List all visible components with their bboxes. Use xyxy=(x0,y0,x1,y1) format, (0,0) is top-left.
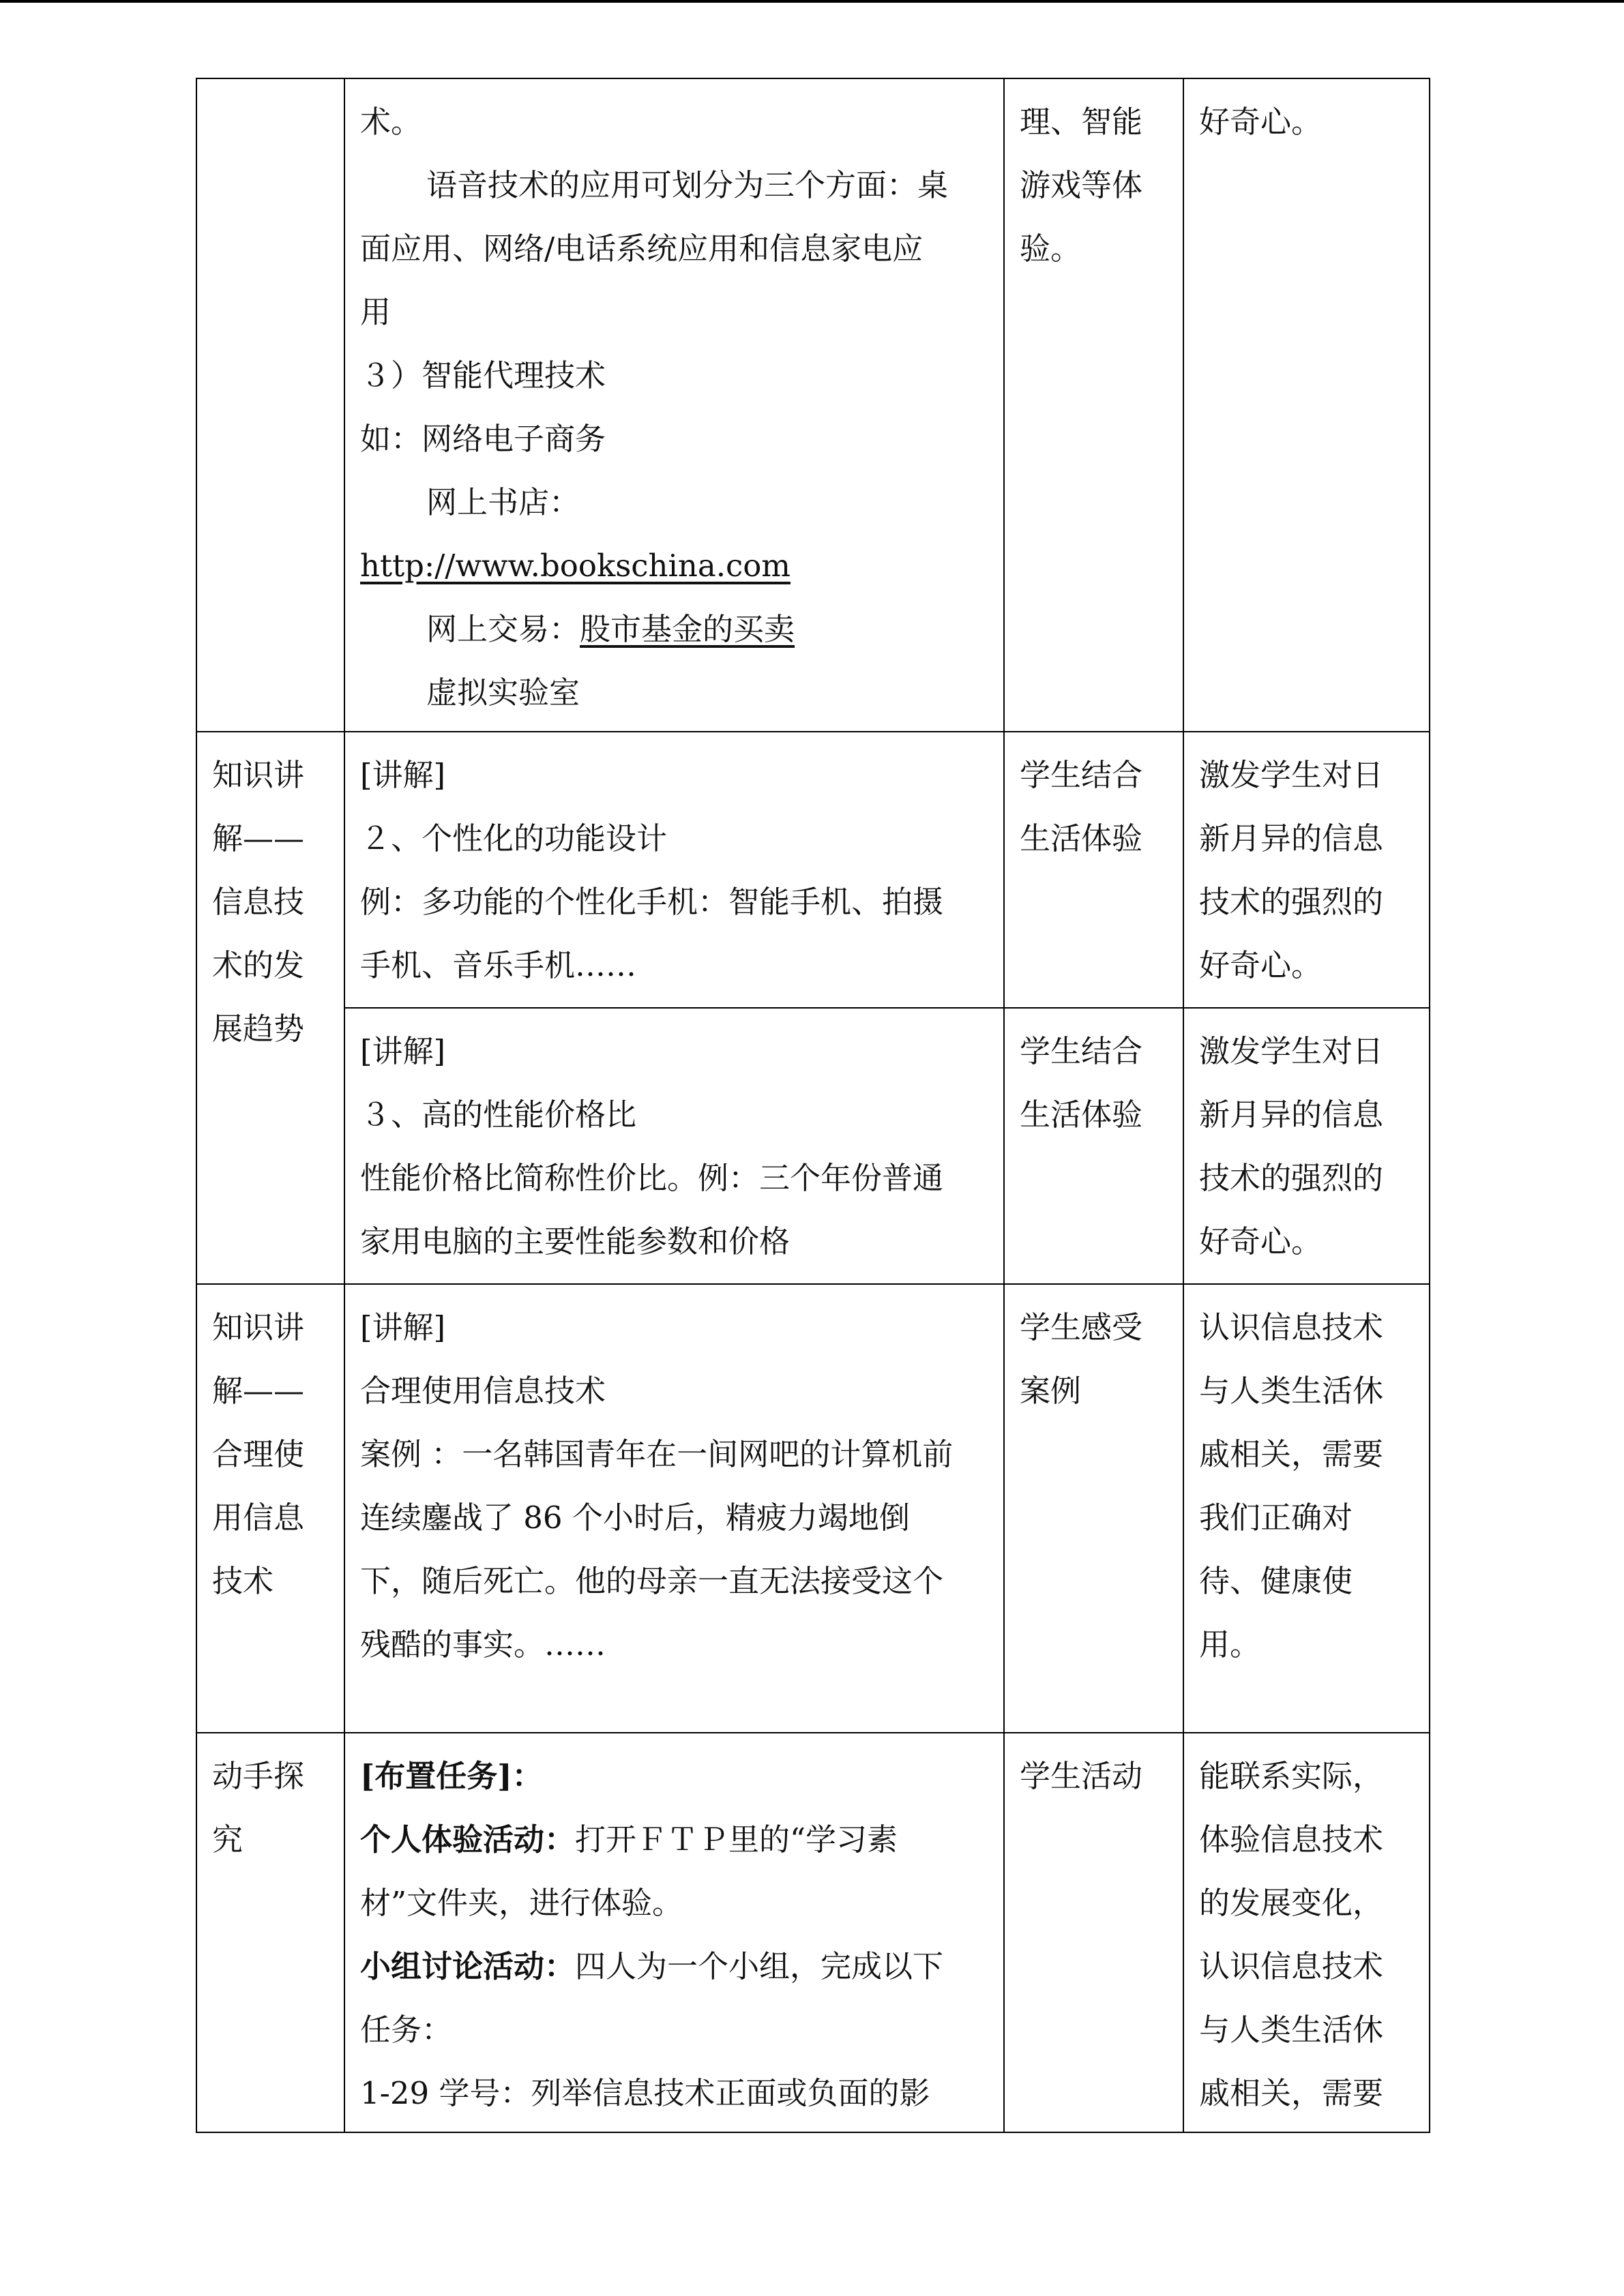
content-line: 案例 ：一名韩国青年在一间网吧的计算机前 xyxy=(360,1436,954,1472)
cell-line: 与人类生活休 xyxy=(1199,2012,1384,2048)
cell-line: 动手探 xyxy=(212,1758,305,1794)
student-activity-cell xyxy=(1004,1733,1183,2132)
content-line: 任务： xyxy=(360,2012,453,2048)
content-line: 1-29 学号：列举信息技术正面或负面的影 xyxy=(360,2075,930,2111)
student-activity-cell xyxy=(1004,78,1183,732)
student-activity-cell xyxy=(1004,1008,1183,1284)
design-intent-cell xyxy=(1183,78,1430,732)
cell-line: 技术的强烈的 xyxy=(1199,884,1384,920)
cell-line: 能联系实际， xyxy=(1199,1758,1384,1794)
section-tag: [布置任务]： xyxy=(360,1758,543,1794)
cell-line: 案例 xyxy=(1020,1373,1082,1409)
cell-line: 戚相关，需要 xyxy=(1199,1436,1384,1472)
stage-cell xyxy=(196,1284,344,1733)
cell-line: 生活体验 xyxy=(1020,1097,1143,1133)
design-intent-cell xyxy=(1183,1284,1430,1733)
cell-line: 解—— xyxy=(212,820,305,856)
top-border-line xyxy=(0,0,1624,3)
cell-line: 体验信息技术 xyxy=(1199,1821,1384,1858)
design-intent-cell xyxy=(1183,732,1430,1008)
cell-line: 新月异的信息 xyxy=(1199,820,1384,856)
content-line: 语音技术的应用可划分为三个方面：桌 xyxy=(426,167,949,203)
content-line: 残酷的事实。…… xyxy=(360,1626,606,1663)
cell-line: 验。 xyxy=(1020,230,1082,267)
content-line: 合理使用信息技术 xyxy=(360,1373,606,1409)
cell-line: 技术的强烈的 xyxy=(1199,1160,1384,1196)
content-line: 材”文件夹，进行体验。 xyxy=(360,1885,683,1921)
content-cell xyxy=(344,1733,1004,2132)
activity-label: 小组讨论活动： xyxy=(360,1948,576,1984)
content-line: 如：网络电子商务 xyxy=(360,421,606,457)
cell-line: 术的发 xyxy=(212,947,305,983)
cell-line: 好奇心。 xyxy=(1199,104,1323,140)
content-cell xyxy=(344,1284,1004,1733)
cell-line: 技术 xyxy=(212,1563,274,1599)
section-tag: [讲解] xyxy=(360,757,446,793)
student-activity-cell xyxy=(1004,732,1183,1008)
cell-line: 用。 xyxy=(1199,1626,1261,1663)
cell-line: 游戏等体 xyxy=(1020,167,1143,203)
content-line: ３、高的性能价格比 xyxy=(360,1097,637,1133)
content-line: ３）智能代理技术 xyxy=(360,357,606,393)
design-intent-cell xyxy=(1183,1733,1430,2132)
content-cell xyxy=(344,1008,1004,1284)
content-line: 术。 xyxy=(360,104,422,140)
cell-line: 的发展变化， xyxy=(1199,1885,1384,1921)
cell-line: 戚相关，需要 xyxy=(1199,2075,1384,2111)
cell-line: 待、健康使 xyxy=(1199,1563,1353,1599)
cell-line: 解—— xyxy=(212,1373,305,1409)
cell-line: 认识信息技术 xyxy=(1199,1948,1384,1984)
table-row xyxy=(196,1733,1430,2132)
content-cell xyxy=(344,732,1004,1008)
content-line: 下，随后死亡。他的母亲一直无法接受这个 xyxy=(360,1563,944,1599)
section-tag: [讲解] xyxy=(360,1309,446,1345)
cell-line: 展趋势 xyxy=(212,1011,305,1047)
content-line: 面应用、网络/电话系统应用和信息家电应 xyxy=(360,230,924,267)
content-line: 网上书店： xyxy=(426,484,580,520)
table-row xyxy=(196,732,1430,1008)
cell-line: 学生活动 xyxy=(1020,1758,1143,1794)
content-text: 打开ＦＴＰ里的“学习素 xyxy=(575,1821,898,1858)
design-intent-cell xyxy=(1183,1008,1430,1284)
cell-line: 知识讲 xyxy=(212,1309,305,1345)
content-line: 性能价格比简称性价比。例：三个年份普通 xyxy=(360,1160,944,1196)
stage-cell xyxy=(196,1733,344,2132)
cell-line: 激发学生对日 xyxy=(1199,1033,1384,1069)
content-line: 用 xyxy=(360,294,392,330)
stock-link[interactable]: 股市基金的买卖 xyxy=(580,611,795,647)
table-row xyxy=(196,78,1430,732)
cell-line: 用信息 xyxy=(212,1500,305,1536)
cell-line: 新月异的信息 xyxy=(1199,1097,1384,1133)
student-activity-cell xyxy=(1004,1284,1183,1733)
content-text: 网上交易： xyxy=(426,611,580,647)
table-row xyxy=(196,1008,1430,1284)
cell-line: 学生感受 xyxy=(1020,1309,1143,1345)
table-row xyxy=(196,1284,1430,1733)
content-cell xyxy=(344,78,1004,732)
stage-cell xyxy=(196,732,344,1284)
cell-line: 好奇心。 xyxy=(1199,1223,1323,1259)
cell-line: 我们正确对 xyxy=(1199,1500,1353,1536)
cell-line: 学生结合 xyxy=(1020,757,1143,793)
cell-line: 好奇心。 xyxy=(1199,947,1323,983)
cell-line: 合理使 xyxy=(212,1436,305,1472)
content-line: 连续鏖战了 86 个小时后，精疲力竭地倒 xyxy=(360,1500,910,1536)
url-link[interactable]: http://www.bookschina.com xyxy=(360,548,791,584)
content-line: 例：多功能的个性化手机：智能手机、拍摄 xyxy=(360,884,944,920)
stage-cell xyxy=(196,78,344,732)
cell-line: 激发学生对日 xyxy=(1199,757,1384,793)
cell-line: 理、智能 xyxy=(1020,104,1143,140)
cell-line: 究 xyxy=(212,1821,243,1858)
content-line: ２、个性化的功能设计 xyxy=(360,820,668,856)
content-line: 手机、音乐手机…… xyxy=(360,947,637,983)
section-tag: [讲解] xyxy=(360,1033,446,1069)
cell-line: 生活体验 xyxy=(1020,820,1143,856)
cell-line: 学生结合 xyxy=(1020,1033,1143,1069)
content-text: 四人为一个小组，完成以下 xyxy=(575,1948,944,1984)
cell-line: 信息技 xyxy=(212,884,305,920)
activity-label: 个人体验活动： xyxy=(360,1821,576,1858)
cell-line: 知识讲 xyxy=(212,757,305,793)
cell-line: 认识信息技术 xyxy=(1199,1309,1384,1345)
cell-line: 与人类生活休 xyxy=(1199,1373,1384,1409)
content-line: 家用电脑的主要性能参数和价格 xyxy=(360,1223,791,1259)
content-line: 虚拟实验室 xyxy=(426,674,580,711)
lesson-plan-table xyxy=(196,78,1430,2133)
